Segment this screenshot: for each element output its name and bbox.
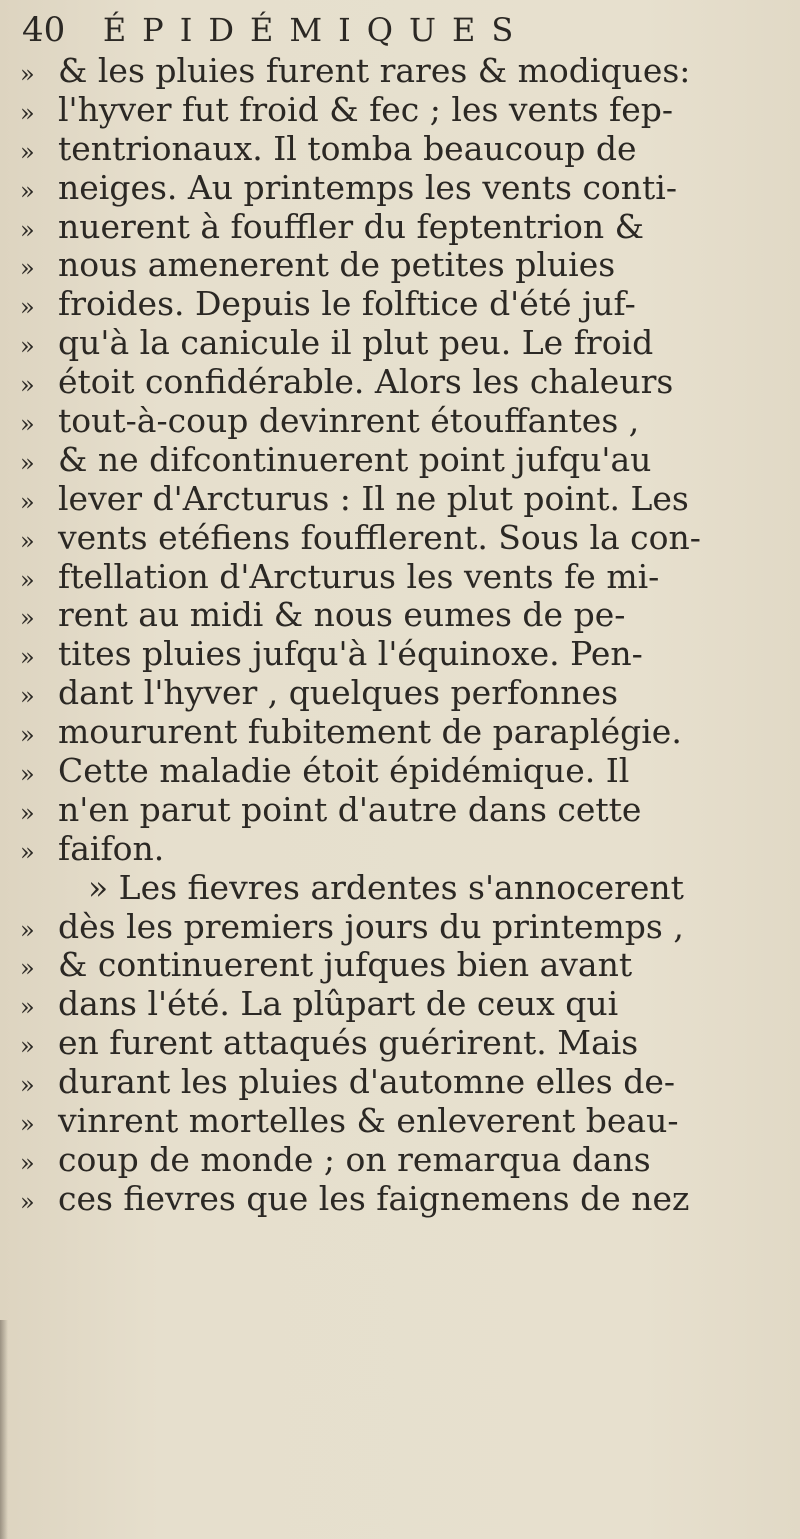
quote-mark: » [20,1148,35,1177]
text-line: » faifon. [20,830,790,869]
text-line: » l'hyver fut froid & fec ; les vents fep- [20,91,790,130]
paragraph-start-line: » Les fievres ardentes s'annocerent [88,867,684,907]
quote-mark: » [20,254,35,283]
page-header [22,8,782,52]
quote-mark: » [20,137,35,166]
quote-mark: » [20,760,35,789]
quote-mark: » [20,332,35,361]
quote-mark: » [20,1071,35,1100]
text-line: » vents etéfiens foufflerent. Sous la con- [20,519,790,558]
running-title: ÉPIDÉMIQUES [102,11,530,49]
quote-mark: » [20,993,35,1022]
page-edge-shadow [0,1320,8,1539]
text-line: » froides. Depuis le folftice d'été juf- [20,285,790,324]
text-line: » durant les pluies d'automne elles de- [20,1063,790,1102]
quote-mark: » [20,837,35,866]
body-text [20,52,790,1219]
quote-mark: » [20,215,35,244]
quote-mark: » [20,1032,35,1061]
text-line: » coup de monde ; on remarqua dans [20,1141,790,1180]
quote-mark: » [20,643,35,672]
text-line: » tout-à-coup devinrent étouffantes , [20,402,790,441]
text-line: » tites pluies jufqu'à l'équinoxe. Pen- [20,635,790,674]
text-line: » tentrionaux. Il tomba beaucoup de [20,130,790,169]
text-line: » dans l'été. La plûpart de ceux qui [20,985,790,1024]
quote-mark: » [20,293,35,322]
text-line: » & continuerent jufques bien avant [20,946,790,985]
text-line: » dant l'hyver , quelques perfonnes [20,674,790,713]
quote-mark: » [20,721,35,750]
quote-mark: » [20,682,35,711]
text-line: » qu'à la canicule il plut peu. Le froid [20,324,790,363]
page-number: 40 [22,10,66,50]
quote-mark: » [20,176,35,205]
quote-mark: » [20,526,35,555]
text-line: » étoit confidérable. Alors les chaleurs [20,363,790,402]
quote-mark: » [20,371,35,400]
text-line: » n'en parut point d'autre dans cette [20,791,790,830]
quote-mark: » [20,954,35,983]
quote-mark: » [20,1187,35,1216]
quote-mark: » [20,798,35,827]
quote-mark: » [20,565,35,594]
quote-mark: » [20,410,35,439]
quote-mark: » [20,448,35,477]
text-line: » & ne difcontinuerent point jufqu'au [20,441,790,480]
quote-mark: » [20,1110,35,1139]
text-line: » Cette maladie étoit épidémique. Il [20,752,790,791]
text-line: » moururent fubitement de paraplégie. [20,713,790,752]
text-line: » neiges. Au printemps les vents conti- [20,169,790,208]
text-line: » & les pluies furent rares & modiques: [20,52,790,91]
text-line: » en furent attaqués guérirent. Mais [20,1024,790,1063]
quote-mark: » [20,487,35,516]
quote-mark: » [20,98,35,127]
quote-mark: » [20,604,35,633]
text-line: » nous amenerent de petites pluies [20,246,790,285]
quote-mark: » [20,915,35,944]
text-line: » ftellation d'Arcturus les vents fe mi- [20,558,790,597]
quote-mark: » [20,60,35,88]
text-line: » nuerent à fouffler du feptentrion & [20,208,790,247]
text-line: » dès les premiers jours du printemps , [20,908,790,947]
text-line: » rent au midi & nous eumes de pe- [20,596,790,635]
text-line: » lever d'Arcturus : Il ne plut point. Les [20,480,790,519]
text-line: » vinrent mortelles & enleverent beau- [20,1102,790,1141]
text-line: » ces fievres que les faignemens de nez [20,1180,790,1219]
